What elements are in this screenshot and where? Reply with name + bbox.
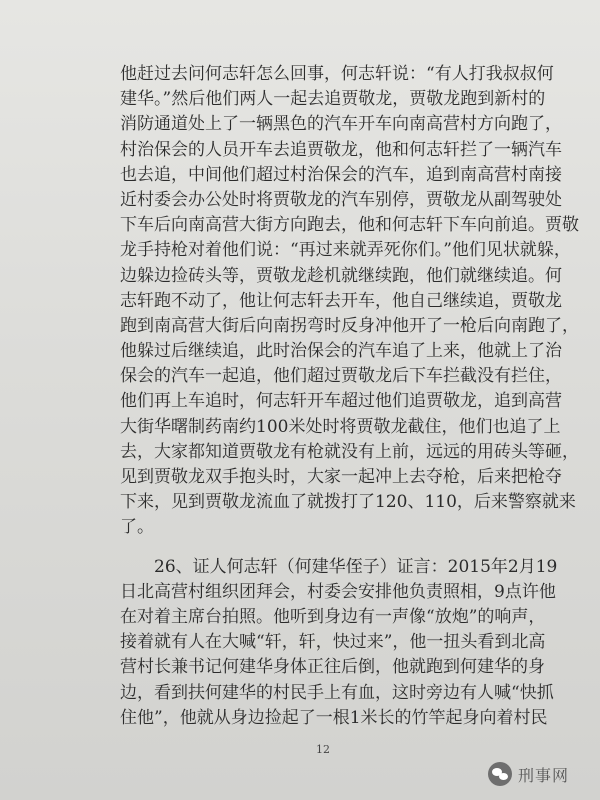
page-number: 12	[316, 743, 330, 756]
wechat-icon	[488, 762, 512, 786]
text-line: 大街华曙制药南约100米处时将贾敬龙截住，他们也追了上	[120, 416, 561, 437]
text-line: 接着就有人在大喊“轩，轩，快过来”，他一扭头看到北高	[120, 632, 546, 653]
text-line: 他躲过后继续追，此时治保会的汽车追了上来，他就上了治	[120, 341, 562, 362]
paragraph-spacer	[120, 541, 538, 555]
text-line: 跑到南高营大街后向南拐弯时反身冲他开了一枪后向南跑了，	[120, 315, 579, 336]
text-line: 边躲边捡砖头等，贾敬龙趁机就继续跑，他们就继续追。何	[120, 265, 562, 286]
text-line: 下来，见到贾敬龙流血了就拨打了120、110，后来警察就来	[120, 492, 576, 513]
text-line: 住他”，他就从身边捡起了一根1米长的竹竿起身向着村民	[120, 707, 548, 728]
text-line: 消防通道处上了一辆黑色的汽车开车向南高营村方向跑了，	[120, 114, 562, 135]
text-line: 去，大家都知道贾敬龙有枪就没有上前，远远的用砖头等砸，	[120, 441, 579, 462]
text-line: 边，看到扶何建华的村民手上有血，这时旁边有人喊“快抓	[120, 682, 554, 703]
text-line: 他们再上车追时，何志轩开车超过他们追贾敬龙，追到高营	[120, 391, 562, 412]
text-line: 见到贾敬龙双手抱头时，大家一起冲上去夺枪，后来把枪夺	[120, 467, 562, 487]
text-line: 龙手持枪对着他们说：“再过来就弄死你们。”他们见状就躲，	[120, 240, 571, 261]
text-line: 志轩跑不动了，他让何志轩去开车，他自己继续追，贾敬龙	[120, 290, 562, 311]
watermark	[488, 761, 569, 787]
text-line: 了。	[120, 517, 154, 538]
text-line: 营村长兼书记何建华身体正往后倒，他就跑到何建华的身	[120, 657, 545, 678]
text-line: 建华。”然后他们两人一起去追贾敬龙，贾敬龙跑到新村的	[120, 89, 546, 110]
text-line: 近村委会办公处时将贾敬龙的汽车别停，贾敬龙从副驾驶处	[120, 189, 562, 210]
text-line: 保会的汽车一起追，他们超过贾敬龙后下车拦截没有拦住，	[120, 366, 562, 387]
document-body	[120, 62, 579, 731]
paragraph-2	[120, 555, 558, 731]
text-line: 26、证人何志轩（何建华侄子）证言：2015年2月19	[120, 556, 558, 577]
paragraph-1	[120, 62, 579, 541]
watermark-text: 刑事网	[518, 765, 570, 785]
text-line: 日北高营村组织团拜会，村委会安排他负责照相，9点许他	[120, 581, 556, 602]
text-line: 村治保会的人员开车去追贾敬龙，他和何志轩拦了一辆汽车	[120, 139, 562, 160]
text-line: 下车后向南高营大街方向跑去，他和何志轩下车向前追。贾敬	[120, 215, 579, 236]
text-line: 在对着主席台拍照。他听到身边有一声像“放炮”的响声，	[120, 606, 546, 627]
text-line: 也去追，中间他们超过村治保会的汽车，追到南高营村南接	[120, 164, 562, 185]
text-line: 他赶过去问何志轩怎么回事，何志轩说：“有人打我叔叔何	[120, 64, 554, 84]
